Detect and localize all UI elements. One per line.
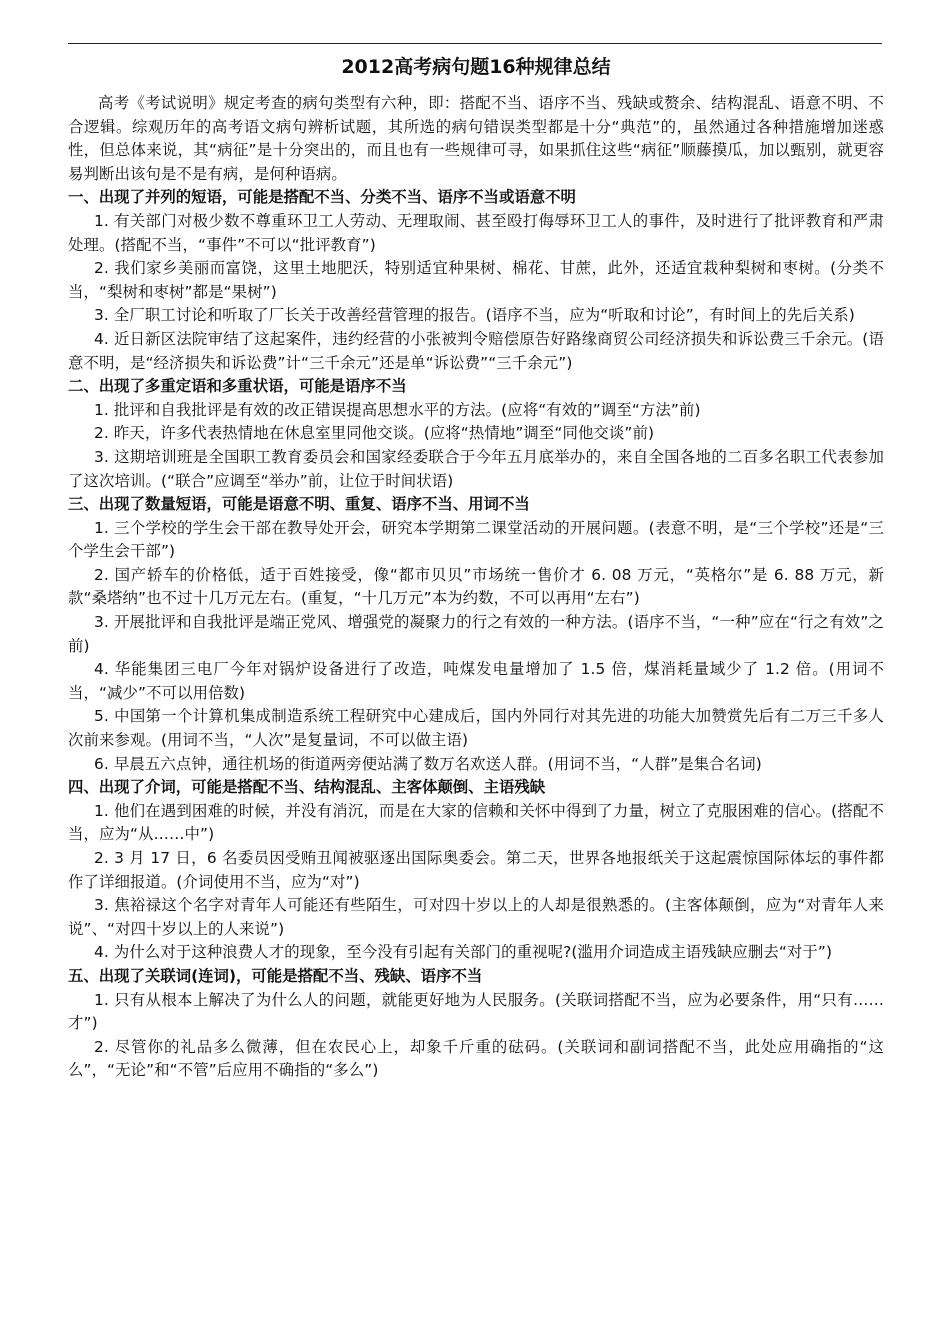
section-heading: 一、出现了并列的短语，可能是搭配不当、分类不当、语序不当或语意不明 (68, 188, 576, 207)
section-5 (68, 965, 884, 1083)
example-item: 2. 我们家乡美丽而富饶，这里土地肥沃，特别适宜种果树、棉花、甘蔗，此外，还适宜栽种梨树和枣树。(分类不当，“梨树和枣树”都是“果树”) (68, 259, 884, 301)
example-item: 6. 早晨五六点钟，通往机场的街道两旁便站满了数万名欢送人群。(用词不当，“人群”是集合名词) (94, 754, 762, 773)
example-item: 3. 开展批评和自我批评是端正党风、增强党的凝聚力的行之有效的一种方法。(语序不当，“一种”应在“行之有效”之前) (68, 613, 884, 655)
example-item: 2. 3 月 17 日，6 名委员因受贿丑闻被驱逐出国际奥委会。第二天，世界各地报纸关于这起震惊国际体坛的事件都作了详细报道。(介词使用不当，应为“对”) (68, 849, 884, 891)
example-item: 3. 这期培训班是全国职工教育委员会和国家经委联合于今年五月底举办的，来自全国各地的二百多名职工代表参加了这次培训。(“联合”应调至“举办”前，让位于时间状语) (68, 447, 884, 490)
example-item: 1. 只有从根本上解决了为什么人的问题，就能更好地为人民服务。(关联词搭配不当，应为必要条件，用“只有……才”) (68, 990, 884, 1033)
example-item: 4. 为什么对于这种浪费人才的现象，至今没有引起有关部门的重视呢?(滥用介词造成主语残缺应删去“对于”) (94, 943, 833, 962)
section-heading: 五、出现了关联词(连词)，可能是搭配不当、残缺、语序不当 (68, 966, 483, 985)
section-heading: 三、出现了数量短语，可能是语意不明、重复、语序不当、用词不当 (68, 495, 530, 514)
section-heading: 二、出现了多重定语和多重状语，可能是语序不当 (68, 377, 407, 396)
document-title: 2012高考病句题16种规律总结 (341, 56, 611, 78)
example-item: 1. 有关部门对极少数不尊重环卫工人劳动、无理取闹、甚至殴打侮辱环卫工人的事件，及时进行了批评教育和严肃处理。(搭配不当，“事件”不可以“批评教育”) (68, 211, 884, 254)
example-item: 2. 昨天，许多代表热情地在休息室里同他交谈。(应将“热情地”调至“同他交谈”前) (94, 424, 655, 443)
example-item: 2. 尽管你的礼品多么微薄，但在农民心上，却象千斤重的砝码。(关联词和副词搭配不当，此处应用确指的“这么”，“无论”和“不管”后应用不确指的“多么”) (68, 1037, 884, 1080)
example-item: 3. 焦裕禄这个名字对青年人可能还有些陌生，可对四十岁以上的人却是很熟悉的。(主客体颠倒，应为“对青年人来说”、“对四十岁以上的人来说”) (68, 896, 884, 938)
example-item: 1. 三个学校的学生会干部在教导处开会，研究本学期第二课堂活动的开展问题。(表意不明，是“三个学校”还是“三个学生会干部”) (68, 518, 884, 561)
section-4 (68, 776, 884, 965)
section-3 (68, 493, 884, 776)
document-body (68, 52, 884, 1083)
example-item: 4. 近日新区法院审结了这起案件，违约经营的小张被判令赔偿原告好路缘商贸公司经济损失和诉讼费三千余元。(语意不明，是“经济损失和诉讼费”计“三千余元”还是单“诉讼费”“三千余元”) (68, 329, 884, 372)
top-divider (68, 43, 882, 44)
example-item: 5. 中国第一个计算机集成制造系统工程研究中心建成后，国内外同行对其先进的功能大加赞赏先后有二万三千多人次前来参观。(用词不当，“人次”是复量词，不可以做主语) (68, 707, 884, 750)
section-heading: 四、出现了介词，可能是搭配不当、结构混乱、主客体颠倒、主语残缺 (68, 778, 546, 797)
section-2 (68, 375, 884, 493)
intro-paragraph: 高考《考试说明》规定考查的病句类型有六种，即：搭配不当、语序不当、残缺或赘余、结构混乱、语意不明、不合逻辑。综观历年的高考语文病句辨析试题，其所选的病句错误类型都是十分“典范”的，虽然通过各种措施增加迷惑性，但总体来说，其“病征”是十分突出的，而且也有一些规律可寻，如果抓住这些“病征”顺藤摸瓜，加以甄别，就更容易判断出该句是不是有病，是何种语病。 (68, 94, 884, 183)
example-item: 2. 国产轿车的价格低，适于百姓接受，像“都市贝贝”市场统一售价才 6. 08 万元，“英格尔”是 6. 88 万元，新款“桑塔纳”也不过十几万元左右。(重复，“十几万元”本为约数，不可以再用“左右”) (68, 565, 884, 608)
example-item: 1. 批评和自我批评是有效的改正错误提高思想水平的方法。(应将“有效的”调至“方法”前) (94, 400, 701, 419)
example-item: 3. 全厂职工讨论和听取了厂长关于改善经营管理的报告。(语序不当，应为“听取和讨论”，有时间上的先后关系) (94, 306, 855, 325)
section-1 (68, 186, 884, 375)
example-item: 1. 他们在遇到困难的时候，并没有消沉，而是在大家的信赖和关怀中得到了力量，树立了克服困难的信心。(搭配不当，应为“从……中”) (68, 801, 884, 844)
example-item: 4. 华能集团三电厂今年对锅炉设备进行了改造，吨煤发电量增加了 1.5 倍，煤消耗量域少了 1.2 倍。(用词不当，“减少”不可以用倍数) (68, 660, 884, 702)
